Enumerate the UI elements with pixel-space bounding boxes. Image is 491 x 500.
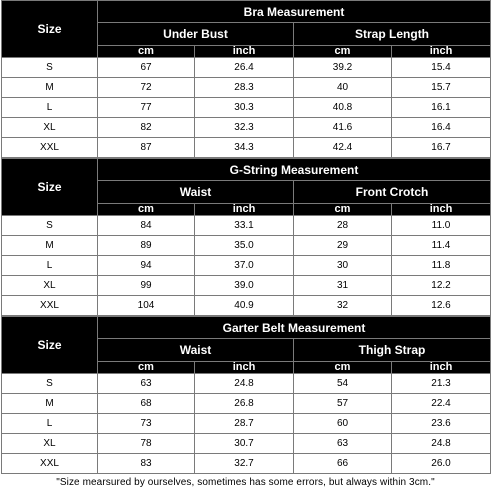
size-cell: L <box>2 98 98 118</box>
unit-header-cm: cm <box>294 46 392 58</box>
table-row <box>2 454 491 474</box>
value-cell: 22.4 <box>392 394 491 414</box>
value-cell: 84 <box>98 216 195 236</box>
value-cell: 26.4 <box>195 58 294 78</box>
value-cell: 12.6 <box>392 296 491 316</box>
value-cell: 24.8 <box>392 434 491 454</box>
value-cell: 30.3 <box>195 98 294 118</box>
unit-header-cm: cm <box>98 46 195 58</box>
footnote: "Size mearsured by ourselves, sometimes has some errors, but always within 3cm." <box>56 477 435 488</box>
size-column-header: Size <box>2 1 98 58</box>
size-cell: XXL <box>2 296 98 316</box>
table-row <box>2 236 491 256</box>
value-cell: 68 <box>98 394 195 414</box>
size-cell: XL <box>2 118 98 138</box>
value-cell: 89 <box>98 236 195 256</box>
value-cell: 41.6 <box>294 118 392 138</box>
table-row <box>2 414 491 434</box>
unit-header-inch: inch <box>392 362 491 374</box>
value-cell: 28.3 <box>195 78 294 98</box>
value-cell: 78 <box>98 434 195 454</box>
unit-header-cm: cm <box>294 362 392 374</box>
value-cell: 94 <box>98 256 195 276</box>
value-cell: 104 <box>98 296 195 316</box>
table-row <box>2 138 491 158</box>
value-cell: 73 <box>98 414 195 434</box>
table-row <box>2 276 491 296</box>
size-cell: M <box>2 78 98 98</box>
table-row <box>2 256 491 276</box>
value-cell: 35.0 <box>195 236 294 256</box>
value-cell: 66 <box>294 454 392 474</box>
size-cell: L <box>2 256 98 276</box>
size-cell: M <box>2 394 98 414</box>
value-cell: 40 <box>294 78 392 98</box>
unit-header-inch: inch <box>392 204 491 216</box>
value-cell: 37.0 <box>195 256 294 276</box>
size-column-header: Size <box>2 317 98 374</box>
value-cell: 32.3 <box>195 118 294 138</box>
unit-header-cm: cm <box>98 204 195 216</box>
table-row <box>2 296 491 316</box>
value-cell: 16.7 <box>392 138 491 158</box>
table-row <box>2 216 491 236</box>
table-row <box>2 374 491 394</box>
group-header-waist: Waist <box>98 181 294 204</box>
value-cell: 87 <box>98 138 195 158</box>
value-cell: 72 <box>98 78 195 98</box>
value-cell: 32.7 <box>195 454 294 474</box>
value-cell: 16.4 <box>392 118 491 138</box>
section-title: Garter Belt Measurement <box>98 317 491 339</box>
value-cell: 40.9 <box>195 296 294 316</box>
value-cell: 63 <box>98 374 195 394</box>
group-header-thigh-strap: Thigh Strap <box>294 339 491 362</box>
size-cell: S <box>2 58 98 78</box>
value-cell: 32 <box>294 296 392 316</box>
size-cell: S <box>2 374 98 394</box>
group-header-under-bust: Under Bust <box>98 23 294 46</box>
value-cell: 39.0 <box>195 276 294 296</box>
size-cell: L <box>2 414 98 434</box>
table-row <box>2 118 491 138</box>
group-header-strap-length: Strap Length <box>294 23 491 46</box>
value-cell: 28.7 <box>195 414 294 434</box>
value-cell: 12.2 <box>392 276 491 296</box>
bra-measurement-table <box>1 0 491 158</box>
value-cell: 67 <box>98 58 195 78</box>
unit-header-cm: cm <box>294 204 392 216</box>
value-cell: 54 <box>294 374 392 394</box>
value-cell: 31 <box>294 276 392 296</box>
value-cell: 60 <box>294 414 392 434</box>
value-cell: 21.3 <box>392 374 491 394</box>
value-cell: 77 <box>98 98 195 118</box>
value-cell: 30.7 <box>195 434 294 454</box>
value-cell: 29 <box>294 236 392 256</box>
size-column-header: Size <box>2 159 98 216</box>
value-cell: 11.4 <box>392 236 491 256</box>
value-cell: 24.8 <box>195 374 294 394</box>
value-cell: 33.1 <box>195 216 294 236</box>
garter-belt-measurement-table <box>1 316 491 474</box>
unit-header-inch: inch <box>392 46 491 58</box>
value-cell: 28 <box>294 216 392 236</box>
section-title: G-String Measurement <box>98 159 491 181</box>
value-cell: 83 <box>98 454 195 474</box>
unit-header-inch: inch <box>195 204 294 216</box>
value-cell: 30 <box>294 256 392 276</box>
value-cell: 40.8 <box>294 98 392 118</box>
value-cell: 26.0 <box>392 454 491 474</box>
group-header-waist: Waist <box>98 339 294 362</box>
value-cell: 57 <box>294 394 392 414</box>
size-cell: S <box>2 216 98 236</box>
g-string-measurement-table <box>1 158 491 316</box>
value-cell: 82 <box>98 118 195 138</box>
unit-header-inch: inch <box>195 46 294 58</box>
value-cell: 99 <box>98 276 195 296</box>
value-cell: 63 <box>294 434 392 454</box>
value-cell: 34.3 <box>195 138 294 158</box>
value-cell: 15.4 <box>392 58 491 78</box>
table-row <box>2 434 491 454</box>
value-cell: 15.7 <box>392 78 491 98</box>
value-cell: 42.4 <box>294 138 392 158</box>
table-row <box>2 78 491 98</box>
size-cell: XXL <box>2 138 98 158</box>
unit-header-cm: cm <box>98 362 195 374</box>
value-cell: 39.2 <box>294 58 392 78</box>
value-cell: 11.8 <box>392 256 491 276</box>
size-cell: XXL <box>2 454 98 474</box>
value-cell: 26.8 <box>195 394 294 414</box>
value-cell: 23.6 <box>392 414 491 434</box>
value-cell: 16.1 <box>392 98 491 118</box>
size-cell: XL <box>2 434 98 454</box>
section-title: Bra Measurement <box>98 1 491 23</box>
unit-header-inch: inch <box>195 362 294 374</box>
table-row <box>2 394 491 414</box>
table-row <box>2 58 491 78</box>
table-row <box>2 98 491 118</box>
group-header-front-crotch: Front Crotch <box>294 181 491 204</box>
size-cell: M <box>2 236 98 256</box>
value-cell: 11.0 <box>392 216 491 236</box>
size-cell: XL <box>2 276 98 296</box>
